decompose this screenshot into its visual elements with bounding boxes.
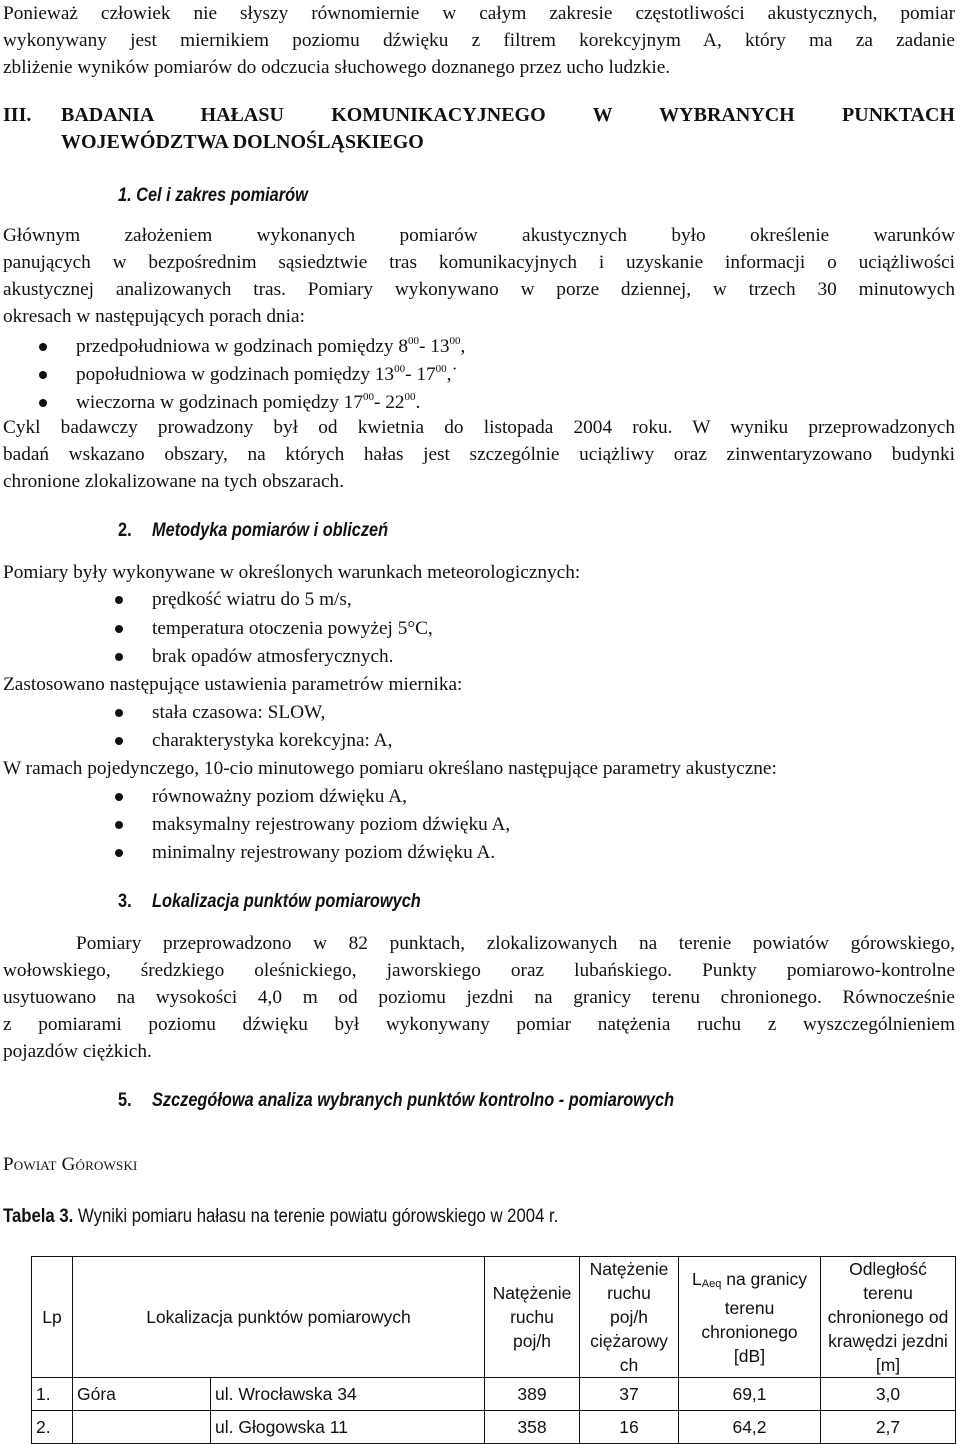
subsection-3-number: 3.: [118, 891, 132, 912]
conditions-intro: Pomiary były wykonywane w określonych warunkach meteorologicznych:: [3, 562, 581, 583]
cell-street: ul. Wrocławska 34: [211, 1378, 485, 1411]
period-item: popołudniowa w godzinach pomiędzy $13^{00}-$ $17^{00},˙$: [76, 363, 458, 385]
bullet-dot: [39, 371, 47, 379]
table-caption-label: Tabela 3.: [3, 1206, 74, 1227]
paragraph-line: panujących w bezpośrednim sąsiedztwie tras komunikacyjnych i uzyskanie informacji o uciążliwości: [3, 252, 955, 273]
header-location: Lokalizacja punktów pomiarowych: [73, 1257, 485, 1378]
condition-item: brak opadów atmosferycznych.: [152, 646, 394, 667]
county-heading: Powiat Górowski: [3, 1154, 138, 1175]
subsection-1-paragraph: [3, 222, 955, 330]
paragraph-line: wołowskiego, średzkiego oleśnickiego, jaworskiego oraz lubańskiego. Punkty pomiarowo-kontrolne: [3, 960, 955, 981]
intro-line: wykonywany jest miernikiem poziomu dźwięku z filtrem korekcyjnym A, który ma za zadanie: [3, 30, 955, 51]
cell-traffic: 358: [485, 1411, 580, 1444]
cell-place: Góra: [73, 1378, 211, 1411]
table-row: [32, 1411, 956, 1444]
bullet-dot: [115, 625, 123, 633]
bullet-dot: [39, 399, 47, 407]
bullet-dot: [115, 737, 123, 745]
paragraph-line: pojazdów ciężkich.: [3, 1041, 152, 1062]
paragraph-line: usytuowano na wysokości 4,0 m od poziomu jezdni na granicy terenu chronionego. Równocześnie: [3, 987, 955, 1008]
intro-line: zbliżenie wyników pomiarów do odczucia słuchowego doznanego przez ucho ludzkie.: [3, 57, 671, 78]
intro-line: Ponieważ człowiek nie słyszy równomiernie w całym zakresie częstotliwości akustycznych, pomiar: [3, 3, 955, 24]
bullet-dot: [115, 821, 123, 829]
bullet-dot: [115, 596, 123, 604]
header-heavy-traffic: Natężenie ruchu poj/h ciężarowy ch: [580, 1257, 679, 1378]
section-title-line1: BADANIA HAŁASU KOMUNIKACYJNEGO W WYBRANYCH PUNKTACH: [61, 104, 955, 126]
param-item: minimalny rejestrowany poziom dźwięku A.: [152, 842, 496, 863]
cell-traffic: 389: [485, 1378, 580, 1411]
intro-paragraph: [3, 0, 955, 81]
param-item: równoważny poziom dźwięku A,: [152, 786, 407, 807]
paragraph-line: z pomiarami poziomu dźwięku był wykonywany pomiar natężenia ruchu z wyszczególnieniem: [3, 1014, 955, 1035]
setting-item: stała czasowa: SLOW,: [152, 702, 326, 723]
subsection-5-title: Szczegółowa analiza wybranych punktów kontrolno - pomiarowych: [152, 1090, 675, 1111]
section-number: III.: [3, 104, 32, 126]
paragraph-line: badań wskazano obszary, na których hałas jest szczególnie uciążliwy oraz zinwentaryzowano budynki: [3, 444, 955, 465]
cell-lp: 2.: [32, 1411, 73, 1444]
condition-item: prędkość wiatru do 5 m/s,: [152, 589, 352, 610]
table-caption-text: Wyniki pomiaru hałasu na terenie powiatu górowskiego w 2004 r.: [77, 1206, 559, 1227]
condition-item: temperatura otoczenia powyżej 5°C,: [152, 618, 433, 639]
cell-lp: 1.: [32, 1378, 73, 1411]
bullet-dot: [115, 849, 123, 857]
header-distance: Odległość terenu chronionego od krawędzi jezdni [m]: [821, 1257, 956, 1378]
cell-heavy: 16: [580, 1411, 679, 1444]
paragraph-line: akustycznej analizowanych tras. Pomiary wykonywano w porze dziennej, w trzech 30 minutowych: [3, 279, 955, 300]
param-item: maksymalny rejestrowany poziom dźwięku A,: [152, 814, 511, 835]
subsection-2-number: 2.: [118, 520, 132, 541]
cell-laeq: 69,1: [679, 1378, 821, 1411]
subsection-3-paragraph: [3, 930, 955, 1065]
subsection-1-title: 1. Cel i zakres pomiarów: [118, 185, 308, 206]
section-title-line2: WOJEWÓDZTWA DOLNOŚLĄSKIEGO: [61, 131, 424, 153]
header-traffic: Natężenie ruchu poj/h: [485, 1257, 580, 1378]
setting-item: charakterystyka korekcyjna: A,: [152, 730, 393, 751]
paragraph-line: okresach w następujących porach dnia:: [3, 306, 305, 327]
params-intro: W ramach pojedynczego, 10-cio minutowego pomiaru określano następujące parametry akustyczne:: [3, 758, 777, 779]
paragraph-line: Cykl badawczy prowadzony był od kwietnia do listopada 2004 roku. W wyniku przeprowadzonych: [3, 417, 955, 438]
paragraph-line: Pomiary przeprowadzono w 82 punktach, zlokalizowanych na terenie powiatów górowskiego,: [76, 933, 955, 954]
period-item: wieczorna w godzinach pomiędzy $17^{00}-$ $22^{00}$.: [76, 391, 421, 413]
cell-distance: 3,0: [821, 1378, 956, 1411]
bullet-dot: [115, 653, 123, 661]
settings-intro: Zastosowano następujące ustawienia parametrów miernika:: [3, 674, 463, 695]
noise-results-table: [31, 1256, 956, 1444]
paragraph-line: Głównym założeniem wykonanych pomiarów akustycznych było określenie warunków: [3, 225, 955, 246]
bullet-dot: [39, 343, 47, 351]
cell-street: ul. Głogowska 11: [211, 1411, 485, 1444]
subsection-2-title: Metodyka pomiarów i obliczeń: [152, 520, 389, 541]
table-caption: [3, 1206, 558, 1228]
cell-place: [73, 1411, 211, 1444]
cycle-paragraph: [3, 414, 955, 495]
subsection-3-title: Lokalizacja punktów pomiarowych: [152, 891, 421, 912]
cell-heavy: 37: [580, 1378, 679, 1411]
header-laeq: LAeq na granicy terenu chronionego [dB]: [679, 1257, 821, 1378]
table-row: [32, 1378, 956, 1411]
bullet-dot: [115, 793, 123, 801]
cell-laeq: 64,2: [679, 1411, 821, 1444]
table-header-row: [32, 1257, 956, 1378]
bullet-dot: [115, 709, 123, 717]
period-item: przedpołudniowa w godzinach pomiędzy $8^{00}-$ $13^{00}$,: [76, 335, 466, 357]
cell-distance: 2,7: [821, 1411, 956, 1444]
subsection-5-number: 5.: [118, 1090, 132, 1111]
header-lp: Lp: [32, 1257, 73, 1378]
paragraph-line: chronione zlokalizowane na tych obszarach.: [3, 471, 345, 492]
